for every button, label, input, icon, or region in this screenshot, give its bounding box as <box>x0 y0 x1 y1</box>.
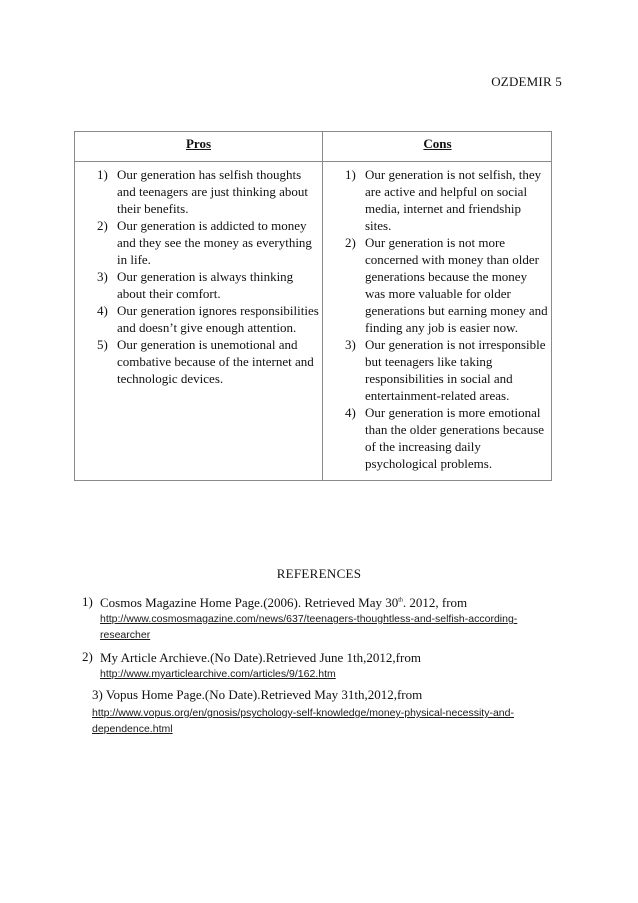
reference-item-3 <box>92 686 562 737</box>
pros-column <box>97 166 319 387</box>
cons-column <box>345 166 550 472</box>
pros-item-4 <box>97 302 319 336</box>
reference-text: My Article Archieve.(No Date).Retrieved June 1th,2012,from <box>100 650 421 665</box>
ordinal-suffix: th <box>398 597 403 604</box>
reference-text-main: Cosmos Magazine Home Page.(2006). Retrieved May 30 <box>100 595 399 610</box>
list-number: 2) <box>97 218 108 233</box>
list-number: 2) <box>82 649 93 664</box>
cons-item-text: Our generation is not more concerned with money than older generations because the money was more valuable for older generations but earning money and finding any job is easier now. <box>365 235 548 335</box>
pros-item-2 <box>97 217 319 268</box>
reference-item-1 <box>82 594 562 643</box>
list-number: 3) <box>345 337 356 352</box>
reference-link-1[interactable]: http://www.cosmosmagazine.com/news/637/teenagers-thoughtless-and-selfish-according-researcher <box>100 613 518 641</box>
list-number: 1) <box>82 594 93 609</box>
cons-item-text: Our generation is not selfish, they are active and helpful on social media, internet and friendship sites. <box>365 167 542 233</box>
list-number: 3) <box>97 269 108 284</box>
reference-link-2[interactable]: http://www.myarticlearchive.com/articles/9/162.htm <box>100 668 336 680</box>
cons-item-1 <box>345 166 550 234</box>
pros-item-3 <box>97 268 319 302</box>
list-number: 5) <box>97 337 108 352</box>
reference-item-2 <box>82 649 562 682</box>
pros-item-text: Our generation has selfish thoughts and teenagers are just thinking about their benefits. <box>117 167 308 216</box>
references-title: REFERENCES <box>276 566 362 581</box>
reference-link-3[interactable]: http://www.vopus.org/en/gnosis/psychology-self-knowledge/money-physical-necessity-and-dependence.html <box>92 707 514 735</box>
list-number: 1) <box>97 167 108 182</box>
column-divider <box>322 132 323 480</box>
cons-item-3 <box>345 336 550 404</box>
cons-heading: Cons <box>423 136 452 151</box>
pros-item-text: Our generation is unemotional and combative because of the internet and technologic devices. <box>117 337 314 386</box>
pros-item-5 <box>97 336 319 387</box>
list-number: 1) <box>345 167 356 182</box>
cons-item-text: Our generation is not irresponsible but teenagers like taking responsibilities in social and entertainment-related areas. <box>365 337 546 403</box>
pros-item-text: Our generation is addicted to money and they see the money as everything in life. <box>117 218 312 267</box>
cons-item-2 <box>345 234 550 336</box>
reference-text <box>100 594 562 611</box>
list-number: 4) <box>97 303 108 318</box>
page-header-name: OZDEMIR 5 <box>491 74 562 89</box>
cons-item-4 <box>345 404 550 472</box>
references-list <box>82 594 562 688</box>
pros-item-1 <box>97 166 319 217</box>
pros-item-text: Our generation is always thinking about their comfort. <box>117 269 294 301</box>
pros-cons-table <box>74 131 552 481</box>
reference-text-tail: . 2012, from <box>402 595 468 610</box>
list-number: 2) <box>345 235 356 250</box>
pros-item-text: Our generation ignores responsibilities and doesn’t give enough attention. <box>117 303 319 335</box>
cons-item-text: Our generation is more emotional than the older generations because of the increasing daily psychological problems. <box>365 405 545 471</box>
reference-text: 3) Vopus Home Page.(No Date).Retrieved May 31th,2012,from <box>92 687 423 702</box>
pros-heading: Pros <box>185 136 212 151</box>
list-number: 4) <box>345 405 356 420</box>
